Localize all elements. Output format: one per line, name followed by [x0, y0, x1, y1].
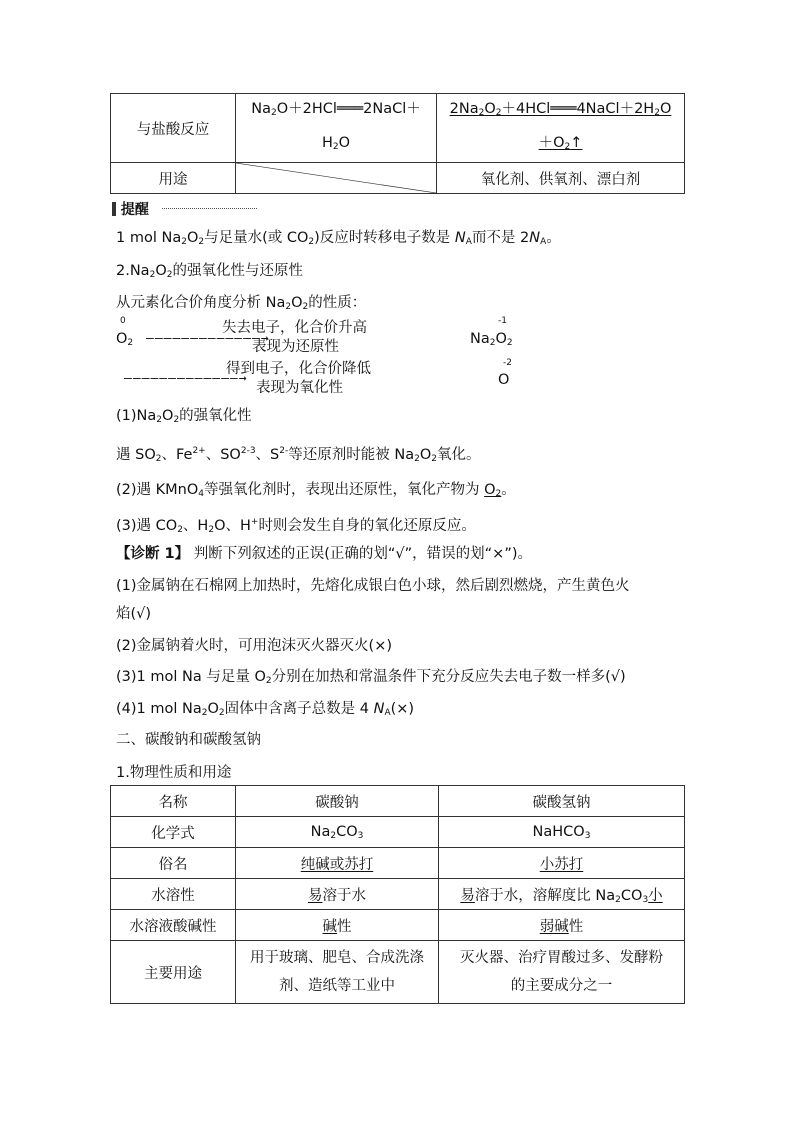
tip-rule [162, 208, 257, 209]
question-1-line-1: (1)金属钠在石棉网上加热时，先熔化成银白色小球，然后剧烈燃烧，产生黄色火 [116, 578, 630, 594]
header-name: 名称 [111, 786, 236, 817]
arrow-oxidation: —————————————→ [146, 331, 270, 346]
o2-label: $O_2$ [116, 331, 134, 348]
na2co3-formula: $Na_2CO_3$ [236, 817, 439, 848]
gain-electrons-label: 得到电子，化合价降低 [226, 361, 371, 377]
nahco3-common-name: 小苏打 [439, 848, 685, 879]
row-uses-label: 主要用途 [111, 941, 236, 1004]
reducing-agents-text: 遇 $SO_2$、$Fe^{2+}$、SO$^{2-3}$、$S^{2-}$等还原剂时能被 $Na_2O_2$氧化。 [116, 446, 481, 464]
diagnosis-1: 【诊断 1】 判断下列叙述的正误(正确的划“√”，错误的划“×”)。 [116, 546, 532, 562]
oxidation-state-zero: 0 [120, 316, 126, 326]
question-3: (3)1 mol Na 与足量 $O_2$分别在加热和常温条件下充分反应失去电子数一样多(√) [116, 669, 626, 686]
strong-oxidizing-heading: $(1)Na_2O_2$的强氧化性 [116, 408, 252, 425]
lose-electrons-label: 失去电子，化合价升高 [222, 320, 367, 336]
nahco3-formula: NaHCO$_3$ [439, 817, 685, 848]
na2co3-common-name: 纯碱或苏打 [236, 848, 439, 879]
row-acidity-label: 水溶液酸碱性 [111, 910, 236, 941]
nahco3-solubility: 易溶于水，溶解度比 $Na_2CO_3$小 [439, 879, 685, 910]
self-redox-text: (3)遇 $CO_2$、$H_2O$、H+时则会发生自身的氧化还原反应。 [116, 517, 476, 535]
cell-label-hcl: 与盐酸反应 [111, 94, 236, 163]
question-4: (4)1 mol $Na_2O_2$固体中含离子总数是 4 $N_A(\times)$ [116, 701, 415, 718]
tip-text: 1 mol $Na_2O_2$与足量水(或 $CO_2$)反应时转移电子数是 $N_A$而不是 $2N_A$。 [116, 230, 561, 247]
oxidation-state-minus1: -1 [498, 316, 507, 326]
diagonal-line [236, 163, 436, 193]
section-2-heading: $2.Na_2O_2$的强氧化性与还原性 [116, 263, 303, 280]
shows-reducibility-label: 表现为还原性 [252, 339, 339, 355]
cell-na2o2-use: 氧化剂、供氧剂、漂白剂 [437, 163, 685, 194]
header-nahco3: 碳酸氢钠 [439, 786, 685, 817]
na2co3-solubility: 易溶于水 [236, 879, 439, 910]
tip-bar [112, 202, 116, 216]
row-solubility-label: 水溶性 [111, 879, 236, 910]
o-product: O [498, 372, 510, 388]
arrow-reduction: —————————————→ [124, 371, 248, 386]
cell-na2o-use-empty [236, 163, 437, 194]
nahco3-acidity: 弱碱性 [439, 910, 685, 941]
tip-heading: 提醒 [112, 199, 149, 217]
reaction-table [110, 93, 685, 194]
oxidation-state-minus2: -2 [503, 358, 512, 368]
cell-na2o-hcl: $Na_2O+2HCl═══2NaCl+$ $H_2O$ [236, 94, 437, 163]
cell-na2o2-hcl: $2Na_2O_2+4HCl═══4NaCl+2H_2O$ $+O_2↑$ [437, 94, 685, 163]
shows-oxidizability-label: 表现为氧化性 [256, 380, 343, 396]
na2co3-acidity: 碱性 [236, 910, 439, 941]
carbonate-table [110, 785, 685, 1004]
na2o2-product: $Na_2O_2$ [470, 331, 513, 348]
nahco3-uses: 灭火器、治疗胃酸过多、发酵粉 的主要成分之一 [439, 941, 685, 1004]
header-na2co3: 碳酸钠 [236, 786, 439, 817]
analysis-text: 从元素化合价角度分析 $Na_2O_2$的性质： [116, 295, 367, 312]
question-2: (2)金属钠着火时，可用泡沫灭火器灭火(×) [116, 638, 393, 654]
question-1-line-2: 焰(√) [116, 606, 152, 622]
cell-label-use: 用途 [111, 163, 236, 194]
physical-properties-heading: 1.物理性质和用途 [116, 765, 232, 781]
section-2-title: 二、碳酸钠和碳酸氢钠 [116, 732, 261, 748]
row-formula-label: 化学式 [111, 817, 236, 848]
oxidizing-agents-text: (2)遇 KMnO$_4$等强氧化剂时，表现出还原性，氧化产物为 $O_2$。 [116, 482, 516, 499]
na2co3-uses: 用于玻璃、肥皂、合成洗涤 剂、造纸等工业中 [236, 941, 439, 1004]
row-common-name-label: 俗名 [111, 848, 236, 879]
